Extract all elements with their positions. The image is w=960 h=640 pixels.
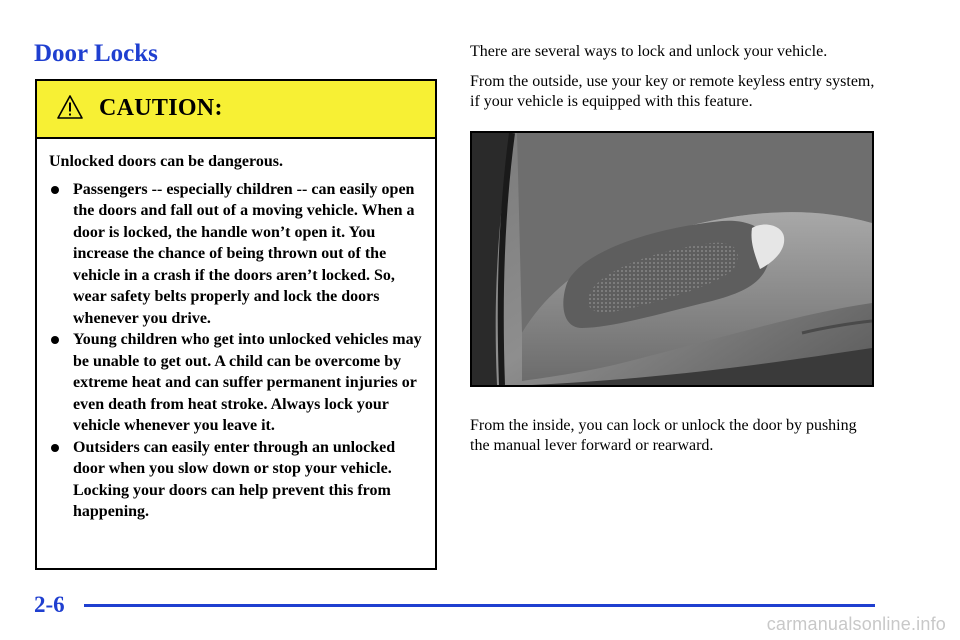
door-lock-photo bbox=[470, 131, 874, 387]
paragraph-ways-to-lock: There are several ways to lock and unlock your vehicle. bbox=[470, 43, 828, 60]
door-handle-illustration bbox=[472, 133, 872, 385]
paragraph-inside: From the inside, you can lock or unlock the door by pushing the manual lever forward or rearward. bbox=[470, 417, 857, 454]
caution-bullet-item bbox=[49, 179, 423, 330]
inside-text bbox=[470, 416, 880, 456]
caution-header bbox=[37, 81, 435, 139]
caution-title: CAUTION: bbox=[99, 95, 223, 121]
caution-box bbox=[35, 79, 437, 570]
caution-bullet-item bbox=[49, 437, 423, 523]
watermark: carmanualsonline.info bbox=[766, 614, 946, 634]
intro-text bbox=[470, 42, 880, 122]
caution-intro: Unlocked doors can be dangerous. bbox=[49, 153, 283, 170]
bullet-icon bbox=[51, 444, 59, 452]
caution-bullet-text: Young children who get into unlocked vehicles may be unable to get out. A child can be overcome by extreme heat and can suffer permanent injuries or even death from heat stroke. Always lock your vehicle whenever you leave it. bbox=[73, 331, 422, 434]
bullet-icon bbox=[51, 186, 59, 194]
page-number: 2-6 bbox=[34, 592, 65, 617]
page-title: Door Locks bbox=[34, 40, 158, 67]
warning-triangle-icon bbox=[56, 94, 84, 120]
paragraph-outside: From the outside, use your key or remote keyless entry system, if your vehicle is equipped with this feature. bbox=[470, 73, 875, 110]
footer-rule bbox=[84, 604, 875, 607]
caution-list bbox=[49, 179, 423, 523]
caution-body bbox=[37, 139, 435, 523]
bullet-icon bbox=[51, 336, 59, 344]
caution-bullet-text: Passengers -- especially children -- can easily open the doors and fall out of a moving vehicle. When a door is locked, the handle won’t open it. You increase the chance of being thrown out of the vehicle in a crash if the doors aren’t locked. So, wear safety belts properly and lock the doors whenever you drive. bbox=[73, 180, 415, 327]
caution-bullet-text: Outsiders can easily enter through an unlocked door when you slow down or stop your vehicle. Locking your doors can help prevent this from happening. bbox=[73, 438, 396, 520]
caution-bullet-item bbox=[49, 329, 423, 437]
